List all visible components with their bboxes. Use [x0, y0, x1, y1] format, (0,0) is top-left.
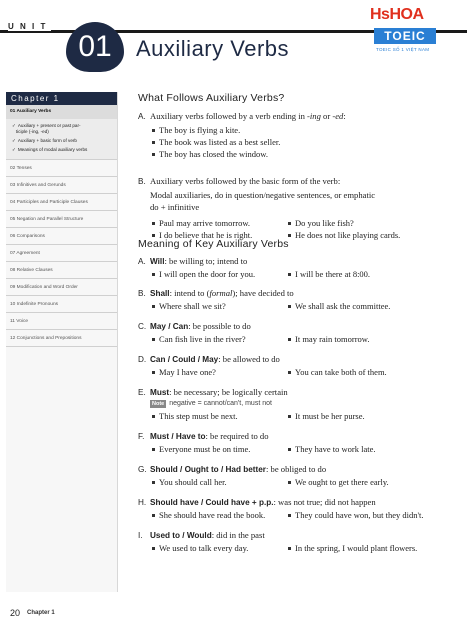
example: They have to work late. [286, 443, 375, 455]
meaning-can-could-may: D. Can / Could / May: be allowed to do May I have one? You can take both of them. [138, 354, 387, 377]
example: May I have one? [150, 366, 286, 378]
sidebar-item-tenses[interactable]: 02 Tenses [6, 160, 117, 177]
rule-b: B. Auxiliary verbs followed by the basic form of the verb: Modal auxiliaries, do in question/negative sentences, or emphatic do + infinitive Paul may arrive tomorrow. Do you like fish? I do believe that he is right. He does not like playing cards. [138, 176, 463, 241]
note-tag: Note [152, 401, 165, 407]
meaning-must-have-to: F. Must / Have to: be required to do Everyone must be on time. They have to work late. [138, 431, 376, 454]
example: Where shall we sit? [150, 300, 286, 312]
meaning-may-can: C. May / Can: be possible to do Can fish live in the river? It may rain tomorrow. [138, 321, 370, 344]
subtopic: ✓ Meanings of modal auxiliary verbs [12, 147, 88, 152]
example: You should call her. [150, 476, 286, 488]
page-number: 20 [10, 608, 21, 618]
logo-name: HsHOA [370, 6, 424, 23]
example: You can take both of them. [286, 366, 387, 378]
meaning-should: G. Should / Ought to / Had better: be obliged to do You should call her. We ought to get there early. [138, 464, 389, 487]
example: She should have read the book. [150, 509, 286, 521]
example: Everyone must be on time. [150, 443, 286, 455]
example: In the spring, I would plant flowers. [286, 542, 417, 554]
example: It may rain tomorrow. [286, 333, 370, 345]
example: The boy is flying a kite. [150, 124, 463, 136]
logo-badge: TOEIC [374, 28, 436, 44]
unit-number-badge: 01 [66, 22, 124, 72]
example: He does not like playing cards. [286, 229, 400, 241]
subtopic: ✓ Auxiliary + present or past par- ticiple (-ing, -ed) [12, 123, 81, 134]
footer-chapter: Chapter 1 [27, 610, 55, 616]
sidebar-item-participles[interactable]: 04 Participles and Participle Clauses [6, 194, 117, 211]
example: We used to talk every day. [150, 542, 286, 554]
example: I do believe that he is right. [150, 229, 286, 241]
example: Can fish live in the river? [150, 333, 286, 345]
sidebar-item-comparisons[interactable]: 06 Comparisons [6, 228, 117, 245]
meaning-should-have: H. Should have / Could have + p.p.: was not true; did not happen She should have read the book. They could have won, but they didn't. [138, 497, 424, 520]
check-icon: ✓ [12, 138, 16, 143]
example: We shall ask the committee. [286, 300, 390, 312]
sidebar-item-modification[interactable]: 09 Modification and Word Order [6, 279, 117, 296]
sidebar-item-indefinite-pronouns[interactable]: 10 Indefinite Pronouns [6, 296, 117, 313]
section-title: Meaning of Key Auxiliary Verbs [138, 238, 289, 250]
rule-heading: Auxiliary verbs followed by the basic form of the verb: [150, 176, 341, 186]
check-icon: ✓ [12, 123, 16, 128]
sidebar-item-infinitives[interactable]: 03 Infinitives and Gerunds [6, 177, 117, 194]
meaning-will: A. Will: be willing to; intend to I will open the door for you. I will be there at 8:00. [138, 256, 371, 279]
example: We ought to get there early. [286, 476, 389, 488]
chapter-sidebar [6, 92, 118, 592]
example: The boy has closed the window. [150, 148, 463, 160]
rule-explanation: Modal auxiliaries, do in question/negative sentences, or emphatic [150, 190, 376, 200]
unit-title: Auxiliary Verbs [136, 36, 290, 61]
check-icon: ✓ [12, 147, 16, 152]
example: I will be there at 8:00. [286, 268, 370, 280]
sidebar-item-relative-clauses[interactable]: 08 Relative Clauses [6, 262, 117, 279]
example: They could have won, but they didn't. [286, 509, 424, 521]
sidebar-item-agreement[interactable]: 07 Agreement [6, 245, 117, 262]
logo-tagline: TOEIC SỐ 1 VIỆT NAM [376, 47, 430, 52]
note-text: negative = cannot/can't, must not [169, 400, 272, 407]
rule-a: A. Auxiliary verbs followed by a verb ending in -ing or -ed: The boy is flying a kite. The book was listed as a best seller. The boy has closed the window. [138, 111, 463, 160]
example: Do you like fish? [286, 217, 354, 229]
sidebar-item-negation[interactable]: 05 Negation and Parallel Structure [6, 211, 117, 228]
meaning-shall: B. Shall: intend to (formal); have decided to Where shall we sit? We shall ask the committee. [138, 288, 391, 311]
meaning-used-to: I. Used to / Would: did in the past We used to talk every day. In the spring, I would plant flowers. [138, 530, 418, 553]
brand-logo [370, 6, 460, 66]
sidebar-item-auxiliary-verbs[interactable]: 01 Auxiliary Verbs [6, 105, 117, 119]
meaning-must: E. Must: be necessary; be logically certain Note negative = cannot/can't, must not This step must be next. It must be her purse. [138, 387, 365, 421]
example: It must be her purse. [286, 410, 365, 422]
example: Paul may arrive tomorrow. [150, 217, 286, 229]
section-title: What Follows Auxiliary Verbs? [138, 92, 285, 104]
example: This step must be next. [150, 410, 286, 422]
chapter-heading: Chapter 1 [6, 92, 117, 105]
unit-label: U N I T [8, 22, 51, 31]
example: The book was listed as a best seller. [150, 136, 463, 148]
subtopic: ✓ Auxiliary + basic form of verb [12, 138, 77, 143]
sidebar-item-voice[interactable]: 11 Voice [6, 313, 117, 330]
rule-heading: Auxiliary verbs followed by a verb ending in -ing or -ed: [150, 111, 346, 121]
rule-explanation: do + infinitive [150, 202, 200, 212]
example: I will open the door for you. [150, 268, 286, 280]
sidebar-subtopics [6, 119, 117, 160]
sidebar-item-conjunctions[interactable]: 12 Conjunctions and Prepositions [6, 330, 117, 347]
